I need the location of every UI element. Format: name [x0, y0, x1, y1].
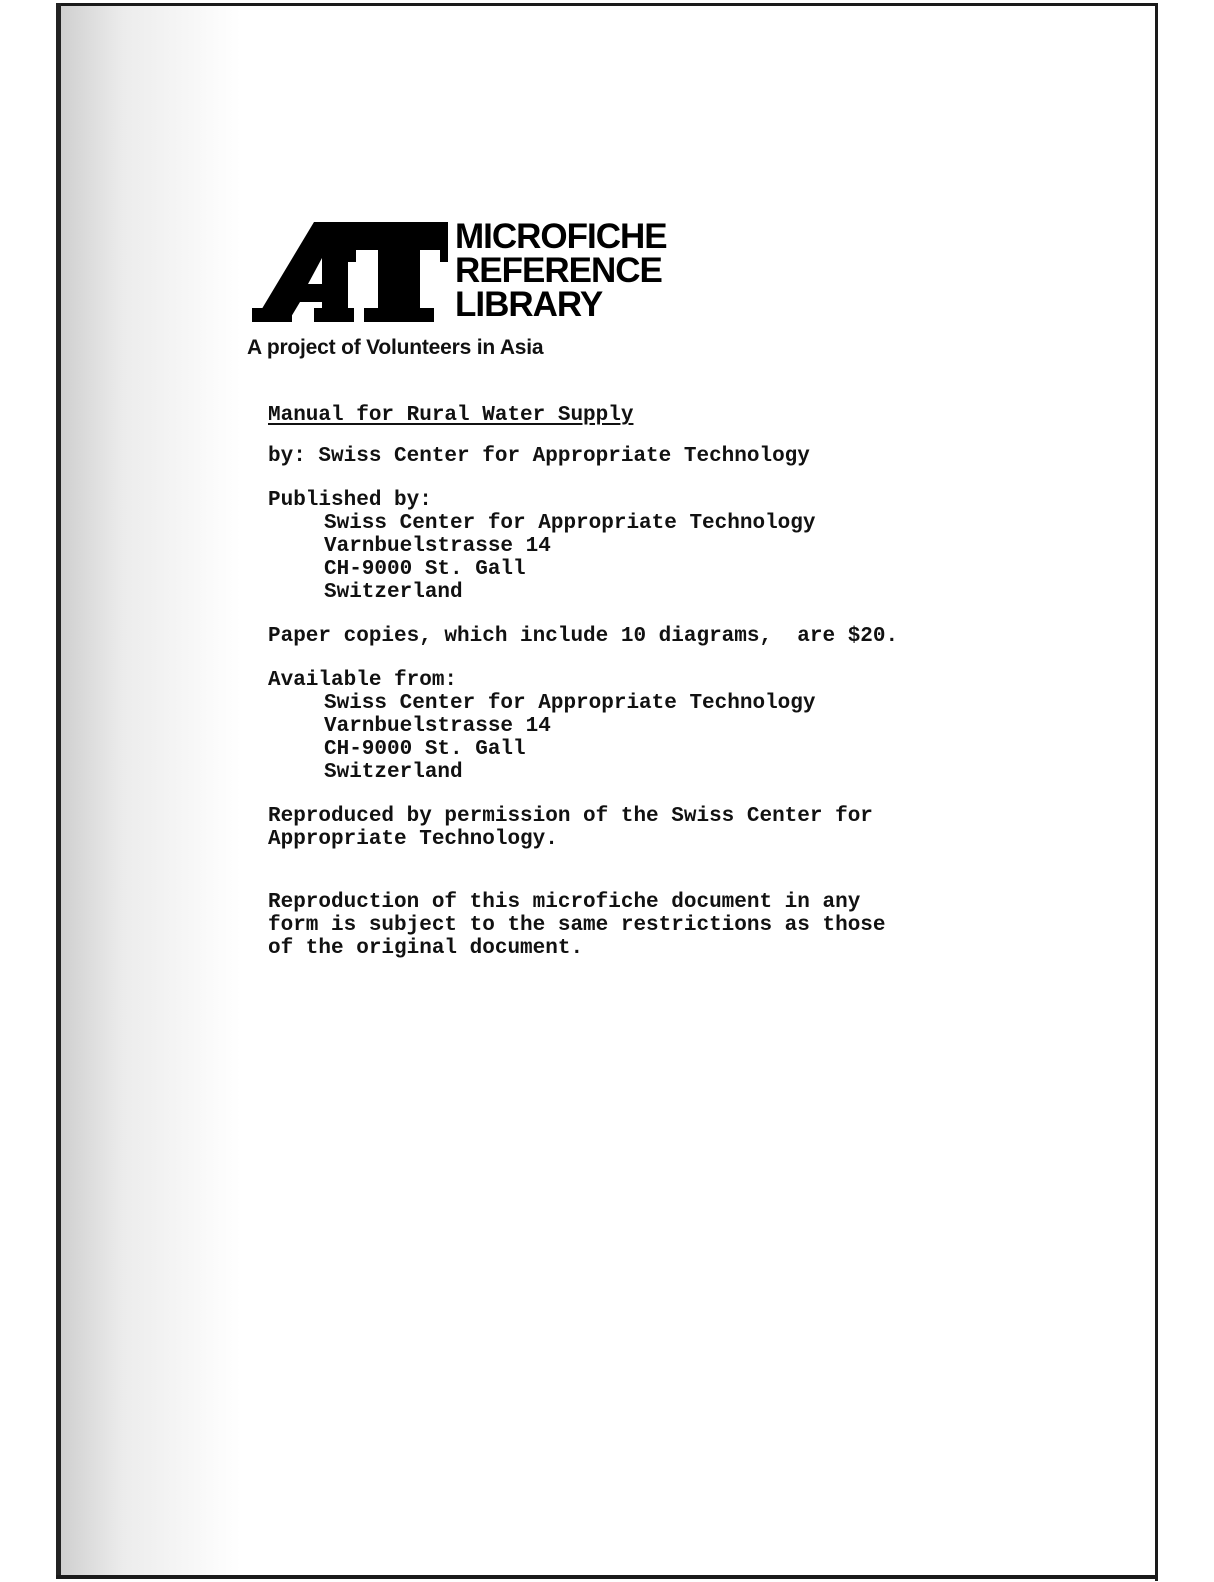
- permission-block: [268, 805, 1028, 851]
- logo-wordmark: [455, 217, 667, 324]
- price-note: Paper copies, which include 10 diagrams, are $20.: [268, 625, 899, 648]
- page-border-left: [56, 3, 61, 1578]
- publisher-line: Swiss Center for Appropriate Technology: [324, 512, 816, 535]
- available-from-block: [268, 669, 1028, 784]
- publisher-line: Switzerland: [324, 581, 463, 604]
- logo-line-reference: REFERENCE: [455, 251, 662, 290]
- document-body: [268, 404, 1028, 960]
- publisher-line: Varnbuelstrasse 14: [324, 535, 551, 558]
- restriction-line: Reproduction of this microfiche document in any: [268, 891, 861, 914]
- available-label: Available from:: [268, 669, 458, 692]
- available-line: Switzerland: [324, 761, 463, 784]
- restriction-line: form is subject to the same restrictions as those: [268, 914, 886, 937]
- published-label: Published by:: [268, 489, 432, 512]
- page-border-top: [58, 3, 1158, 6]
- available-line: CH-9000 St. Gall: [324, 738, 526, 761]
- at-logo-mark-icon: [252, 218, 452, 326]
- document-title: Manual for Rural Water Supply: [268, 404, 634, 427]
- tagline: A project of Volunteers in Asia: [247, 336, 544, 359]
- publisher-line: CH-9000 St. Gall: [324, 558, 526, 581]
- restriction-block: [268, 891, 1028, 960]
- scan-shadow: [61, 6, 241, 1575]
- restriction-line: of the original document.: [268, 937, 584, 960]
- document-author: by: Swiss Center for Appropriate Technology: [268, 445, 810, 468]
- page-border-right: [1155, 3, 1158, 1581]
- available-line: Swiss Center for Appropriate Technology: [324, 692, 816, 715]
- permission-line: Reproduced by permission of the Swiss Center for: [268, 805, 873, 828]
- available-line: Varnbuelstrasse 14: [324, 715, 551, 738]
- permission-line: Appropriate Technology.: [268, 828, 558, 851]
- logo-line-library: LIBRARY: [455, 285, 603, 324]
- page-border-bottom: [56, 1575, 1158, 1579]
- at-library-logo: [252, 218, 692, 328]
- published-by-block: [268, 489, 1028, 604]
- logo-line-microfiche: MICROFICHE: [455, 217, 667, 256]
